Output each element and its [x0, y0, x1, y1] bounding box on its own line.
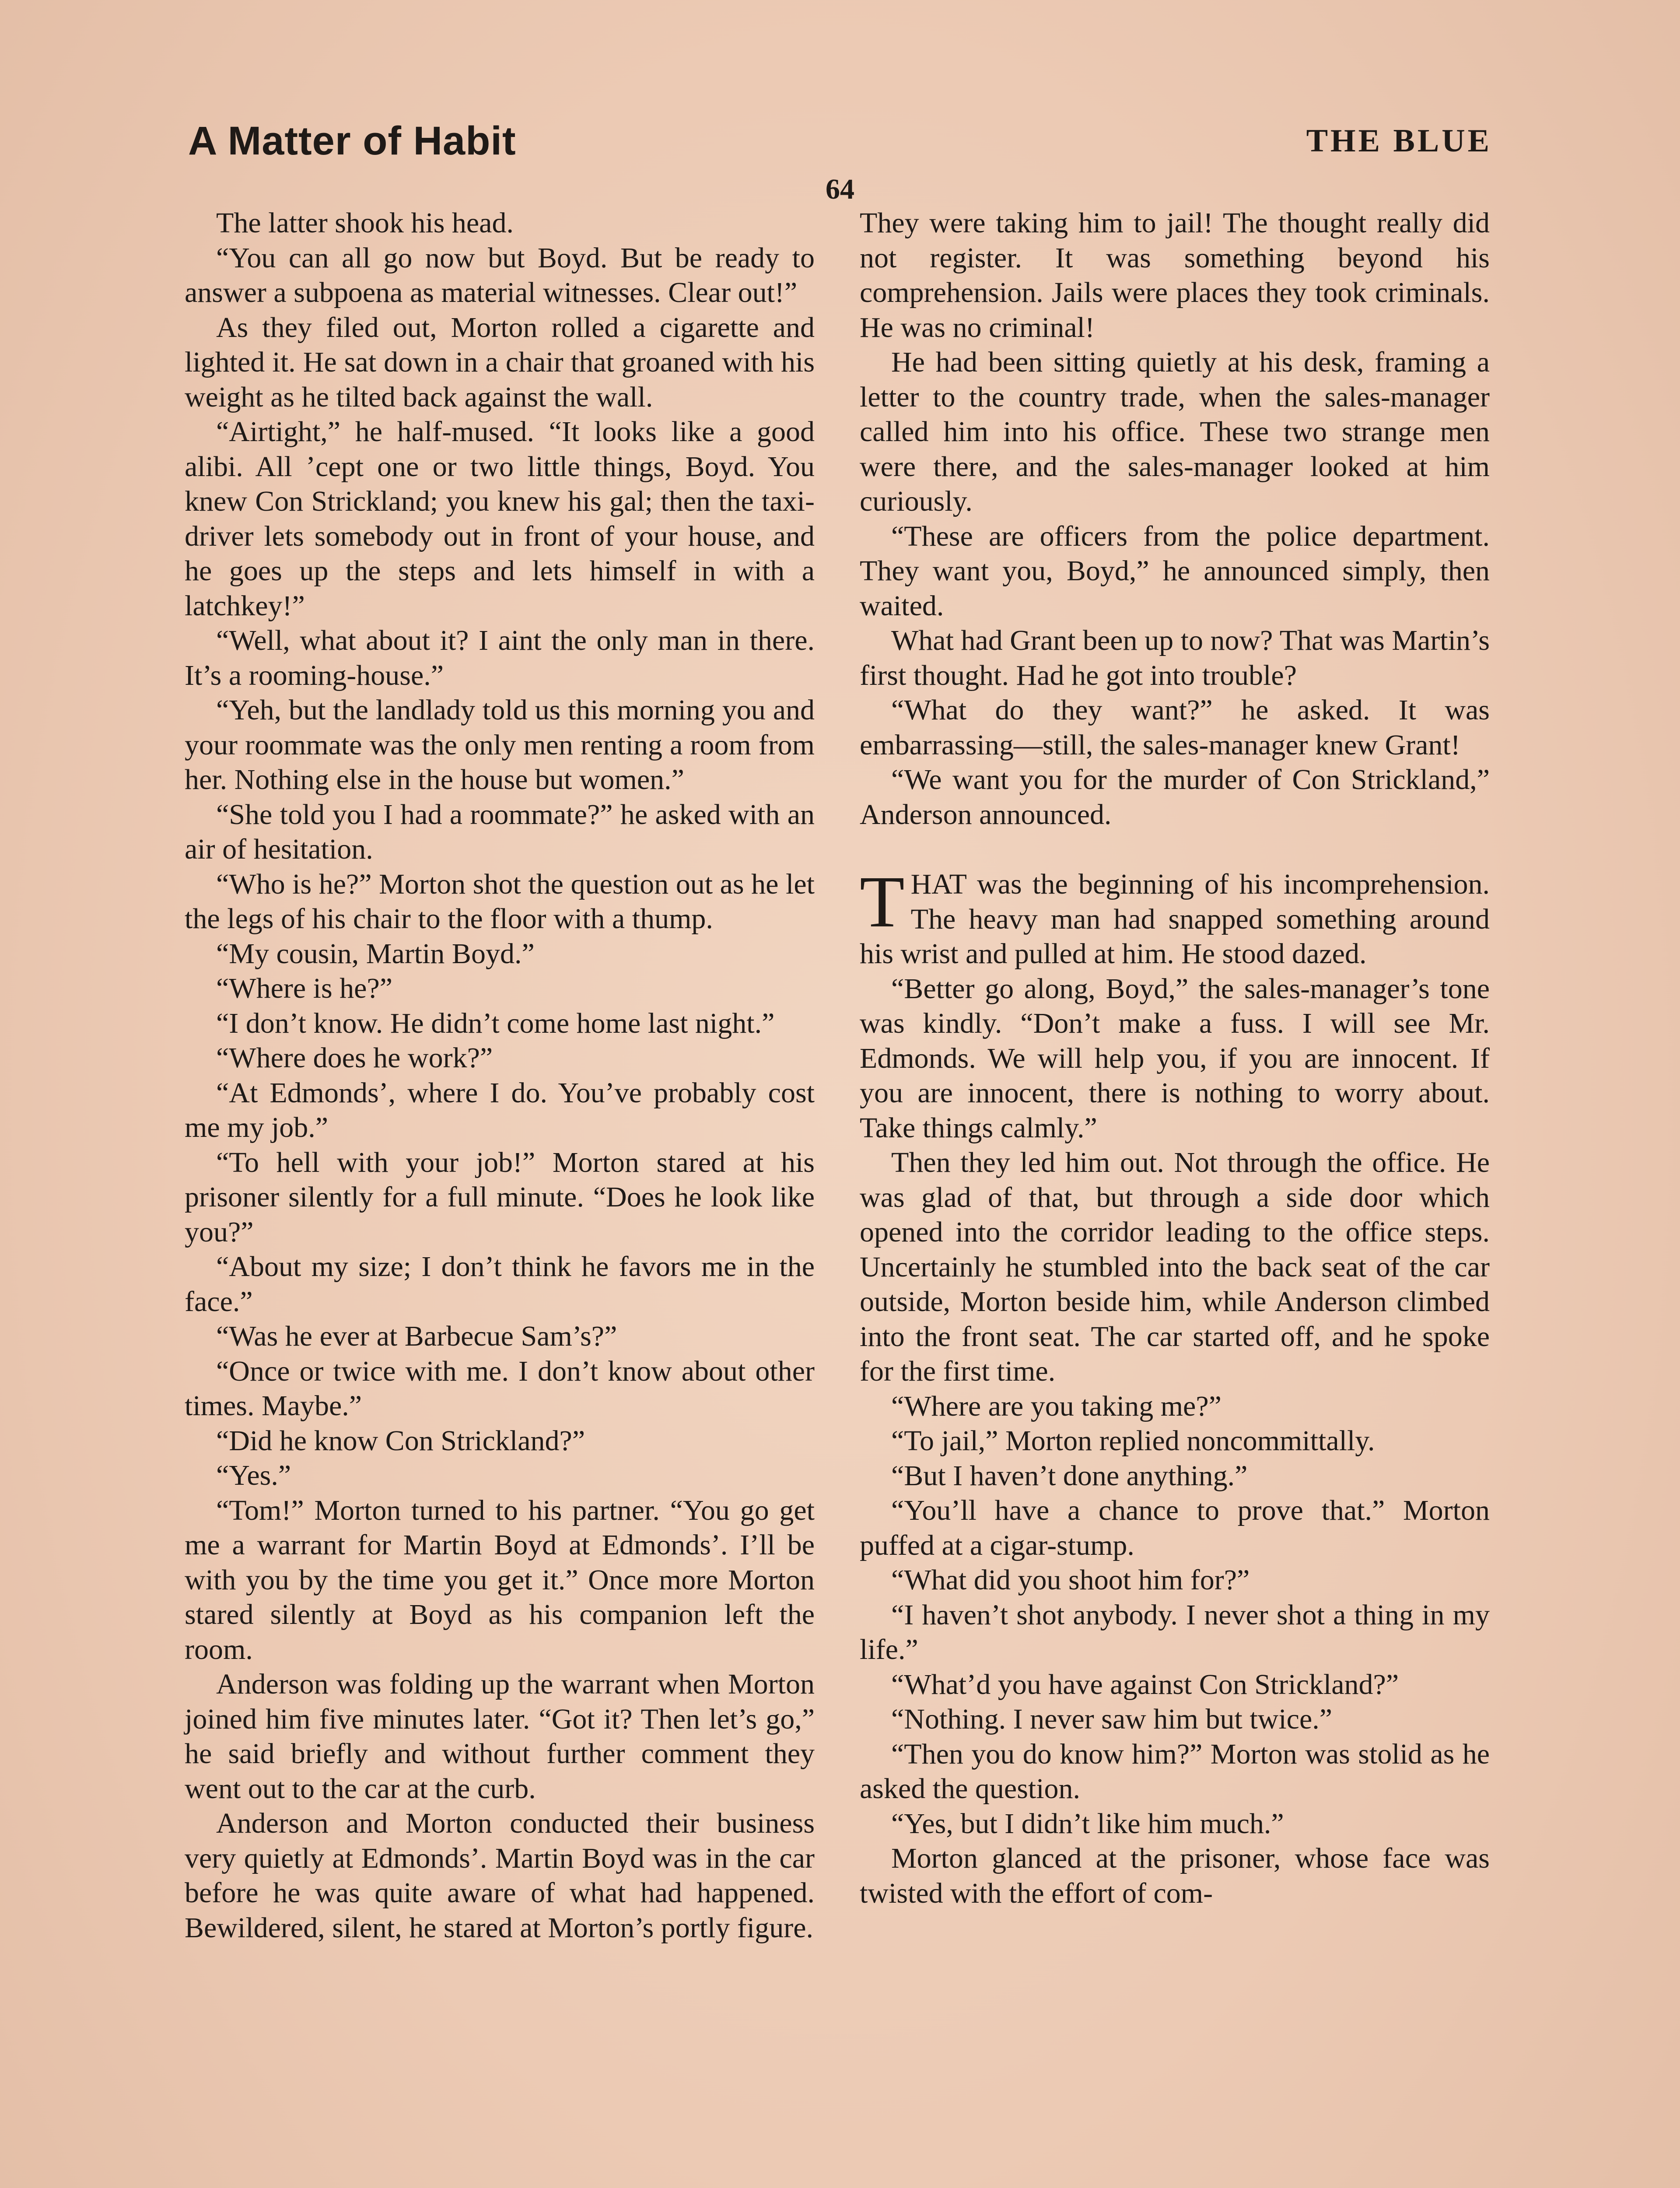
paragraph: “What’d you have against Con Strickland?”	[891, 1668, 1399, 1701]
paragraph: “You can all go now but Boyd. But be ready to answer a subpoena as material witnesses. Clear out!”	[185, 242, 815, 309]
paragraph: “Once or twice with me. I don’t know about other times. Maybe.”	[185, 1355, 815, 1422]
paragraph: “Yeh, but the landlady told us this morning you and your roommate was the only men renting a room from her. Nothing else in the house but women.”	[185, 694, 815, 796]
paragraph: “My cousin, Martin Boyd.”	[216, 937, 535, 970]
paragraph: “Then you do know him?” Morton was stolid as he asked the question.	[860, 1738, 1490, 1805]
paragraph: Then they led him out. Not through the office. He was glad of that, but through a side door which opened into the corridor leading to the office steps. Uncertainly he stumbled into the back seat of the car outside, Morton beside him, while Anderson climbed into the front seat. The car started off, and he spoke for the first time.	[860, 1147, 1490, 1387]
paragraph: Morton glanced at the prisoner, whose face was twisted with the effort of com-	[860, 1842, 1490, 1909]
paragraph: The latter shook his head.	[216, 207, 514, 239]
continued-paragraph: They were taking him to jail! The thought really did not register. It was something beyond his comprehension. Jails were places they took criminals. He was no criminal!	[860, 207, 1490, 344]
paragraph: “Did he know Con Strickland?”	[216, 1424, 585, 1457]
paragraph: “What do they want?” he asked. It was embarrassing—still, the sales-manager knew Grant!	[860, 694, 1490, 761]
paragraph: “These are officers from the police department. They want you, Boyd,” he announced simply, then waited.	[860, 520, 1490, 622]
paragraph: “About my size; I don’t think he favors me in the face.”	[185, 1251, 815, 1318]
paragraph: “You’ll have a chance to prove that.” Morton puffed at a cigar-stump.	[860, 1494, 1490, 1561]
running-header	[188, 118, 1492, 175]
page-number: 64	[826, 173, 854, 205]
paragraph: Anderson was folding up the warrant when Morton joined him five minutes later. “Got it? Then let’s go,” he said briefly and without further comment they went out to the car at the curb.	[185, 1668, 815, 1805]
paragraph: “Where does he work?”	[216, 1042, 493, 1074]
paragraph: “To hell with your job!” Morton stared at his prisoner silently for a full minute. “Does he look like you?”	[185, 1146, 815, 1248]
paragraph: Anderson and Morton conducted their business very quietly at Edmonds’. Martin Boyd was in the car before he was quite aware of what had happened. Bewildered, silent, he stared at Morton’s portly figure.	[185, 1807, 815, 1944]
paragraph: “She told you I had a roommate?” he asked with an air of hesitation.	[185, 798, 815, 865]
paragraph: “Where are you taking me?”	[891, 1390, 1222, 1422]
paragraph: “Yes, but I didn’t like him much.”	[891, 1807, 1284, 1840]
paragraph: “Yes.”	[216, 1459, 291, 1491]
paragraph: “Where is he?”	[216, 972, 393, 1004]
right-column	[860, 206, 1490, 1911]
paragraph: “To jail,” Morton replied noncommittally.	[891, 1425, 1375, 1457]
paragraph: “Tom!” Morton turned to his partner. “You go get me a warrant for Martin Boyd at Edmonds’. I’ll be with you by the time you get it.” Once more Morton stared silently at Boyd as his companion left the room.	[185, 1494, 815, 1666]
section-opening-paragraph	[860, 861, 1490, 971]
paragraph: “I haven’t shot anybody. I never shot a thing in my life.”	[860, 1599, 1490, 1666]
paragraph: “Well, what about it? I aint the only man in there. It’s a rooming-house.”	[185, 624, 815, 691]
paragraph: “Better go along, Boyd,” the sales-manager’s tone was kindly. “Don’t make a fuss. I will see Mr. Edmonds. We will help you, if you are innocent. If you are innocent, there is nothing to worry about. Take things calmly.”	[860, 972, 1490, 1144]
paragraph: “Was he ever at Barbecue Sam’s?”	[216, 1320, 617, 1352]
paragraph: He had been sitting quietly at his desk, framing a letter to the country trade, when the sales-manager called him into his office. These two strange men were there, and the sales-manager looked at him curiously.	[860, 346, 1490, 517]
section-break	[860, 832, 1490, 867]
paragraph: As they filed out, Morton rolled a cigarette and lighted it. He sat down in a chair that groaned with his weight as he tilted back against the wall.	[185, 311, 815, 413]
paragraph: “Nothing. I never saw him but twice.”	[891, 1703, 1333, 1735]
paragraph: What had Grant been up to now? That was Martin’s first thought. Had he got into trouble?	[860, 624, 1490, 691]
paragraph: “What did you shoot him for?”	[891, 1564, 1250, 1596]
section-opening-text: HAT was the beginning of his incomprehension. The heavy man had snapped something around his wrist and pulled at him. He stood dazed.	[860, 868, 1490, 970]
paragraph: “Airtight,” he half-mused. “It looks like a good alibi. All ’cept one or two little things, Boyd. You knew Con Strickland; you knew his gal; then the taxi-driver lets somebody out in front of your house, and he goes up the steps and lets himself in with a latchkey!”	[185, 416, 815, 622]
paragraph: “Who is he?” Morton shot the question out as he let the legs of his chair to the floor with a thump.	[185, 868, 815, 935]
paragraph: “At Edmonds’, where I do. You’ve probably cost me my job.”	[185, 1076, 815, 1143]
paragraph: “I don’t know. He didn’t come home last night.”	[216, 1007, 775, 1039]
story-title: A Matter of Habit	[188, 119, 516, 163]
left-column	[185, 206, 815, 1945]
magazine-name: THE BLUE	[1306, 123, 1492, 159]
drop-cap: T	[860, 861, 905, 943]
paragraph: “We want you for the murder of Con Strickland,” Anderson announced.	[860, 764, 1490, 831]
paragraph: “But I haven’t done anything.”	[891, 1459, 1248, 1492]
